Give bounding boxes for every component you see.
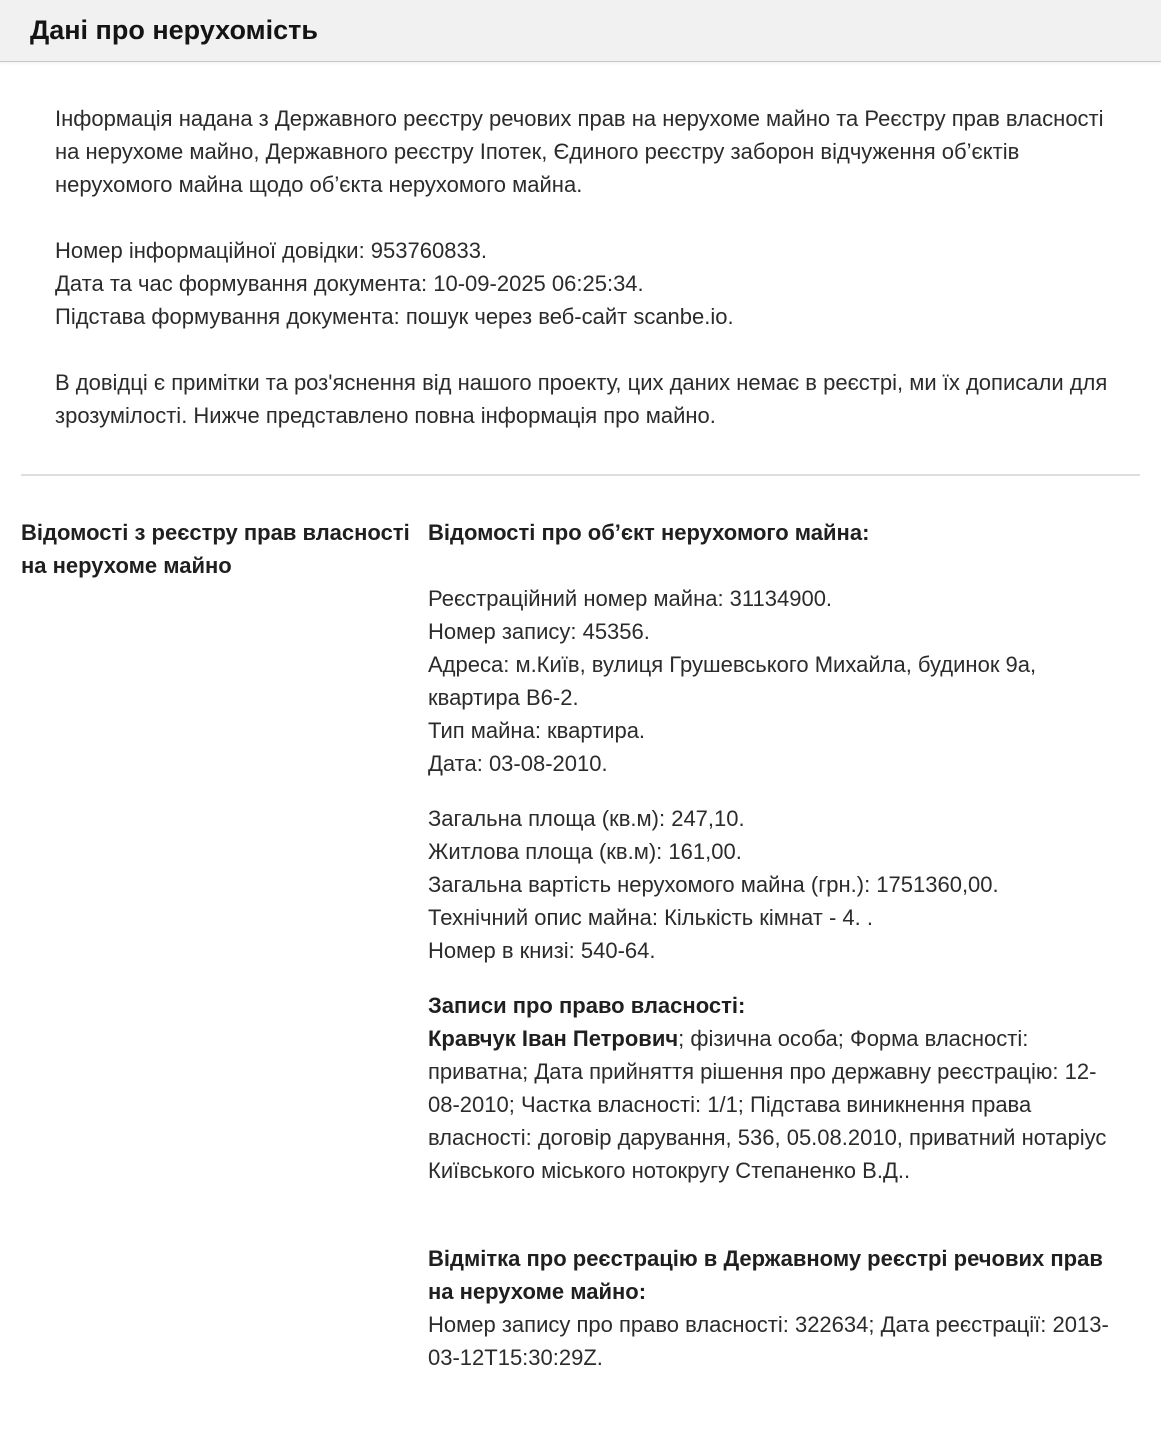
section-divider <box>21 474 1140 476</box>
note-paragraph: В довідці є примітки та роз'яснення від нашого проекту, цих даних немає в реєстрі, ми їх дописали для зрозумілості. Нижче представлено повна інформація про майно. <box>55 370 1108 428</box>
area-info-line: Номер в книзі: 540-64. <box>428 938 656 963</box>
intro-section <box>0 62 1161 432</box>
object-info-line: Дата: 03-08-2010. <box>428 751 608 776</box>
owner-name: Кравчук Іван Петрович <box>428 1026 679 1051</box>
property-details-section <box>0 516 1161 1436</box>
object-info-line: Реєстраційний номер майна: 31134900. <box>428 586 833 611</box>
section-header <box>0 0 1161 62</box>
owner-details: ; фізична особа; Форма власності: приватна; Дата прийняття рішення про державну реєстрацію: 12-08-2010; Частка власності: 1/1; Підстава виникнення права власності: договір дарування, 536, 05.08.2010, приватний нотаріус Київського міського нотокругу Степаненко В.Д.. <box>428 1026 1107 1183</box>
object-info-group <box>428 582 1128 780</box>
reference-number-line: Номер інформаційної довідки: 953760833. <box>55 238 488 263</box>
area-info-line: Житлова площа (кв.м): 161,00. <box>428 839 742 864</box>
left-column-heading: Відомості з реєстру прав власності на нерухоме майно <box>21 520 410 578</box>
object-info-line: Тип майна: квартира. <box>428 718 646 743</box>
object-info-line: Номер запису: 45356. <box>428 619 650 644</box>
intro-paragraph: Інформація надана з Державного реєстру речових прав на нерухоме майно та Реєстру прав власності на нерухоме майно, Державного реєстру Іпотек, Єдиного реєстру заборон відчуження об’єктів нерухомого майна щодо об’єкта нерухомого майна. <box>55 106 1104 197</box>
object-info-line: Адреса: м.Київ, вулиця Грушевського Михайла, будинок 9а, квартира В6-2. <box>428 652 1037 710</box>
document-info-block <box>55 234 1111 333</box>
registration-note-text: Номер запису про право власності: 322634; Дата реєстрації: 2013-03-12T15:30:29Z. <box>428 1312 1109 1370</box>
area-info-line: Технічний опис майна: Кількість кімнат - 4. . <box>428 905 874 930</box>
right-column <box>428 516 1128 1396</box>
area-info-line: Загальна вартість нерухомого майна (грн.): 1751360,00. <box>428 872 999 897</box>
registration-note-group <box>428 1242 1128 1374</box>
generation-basis-line: Підстава формування документа: пошук через веб-сайт scanbe.io. <box>55 304 734 329</box>
object-info-heading: Відомості про об’єкт нерухомого майна: <box>428 520 870 545</box>
area-info-group <box>428 802 1128 967</box>
ownership-records-group <box>428 989 1128 1187</box>
registration-note-heading: Відмітка про реєстрацію в Державному реєстрі речових прав на нерухоме майно: <box>428 1246 1103 1304</box>
generation-datetime-line: Дата та час формування документа: 10-09-2025 06:25:34. <box>55 271 644 296</box>
ownership-record <box>428 1022 1128 1187</box>
page-title: Дані про нерухомість <box>30 15 318 45</box>
area-info-line: Загальна площа (кв.м): 247,10. <box>428 806 745 831</box>
ownership-records-heading: Записи про право власності: <box>428 993 746 1018</box>
